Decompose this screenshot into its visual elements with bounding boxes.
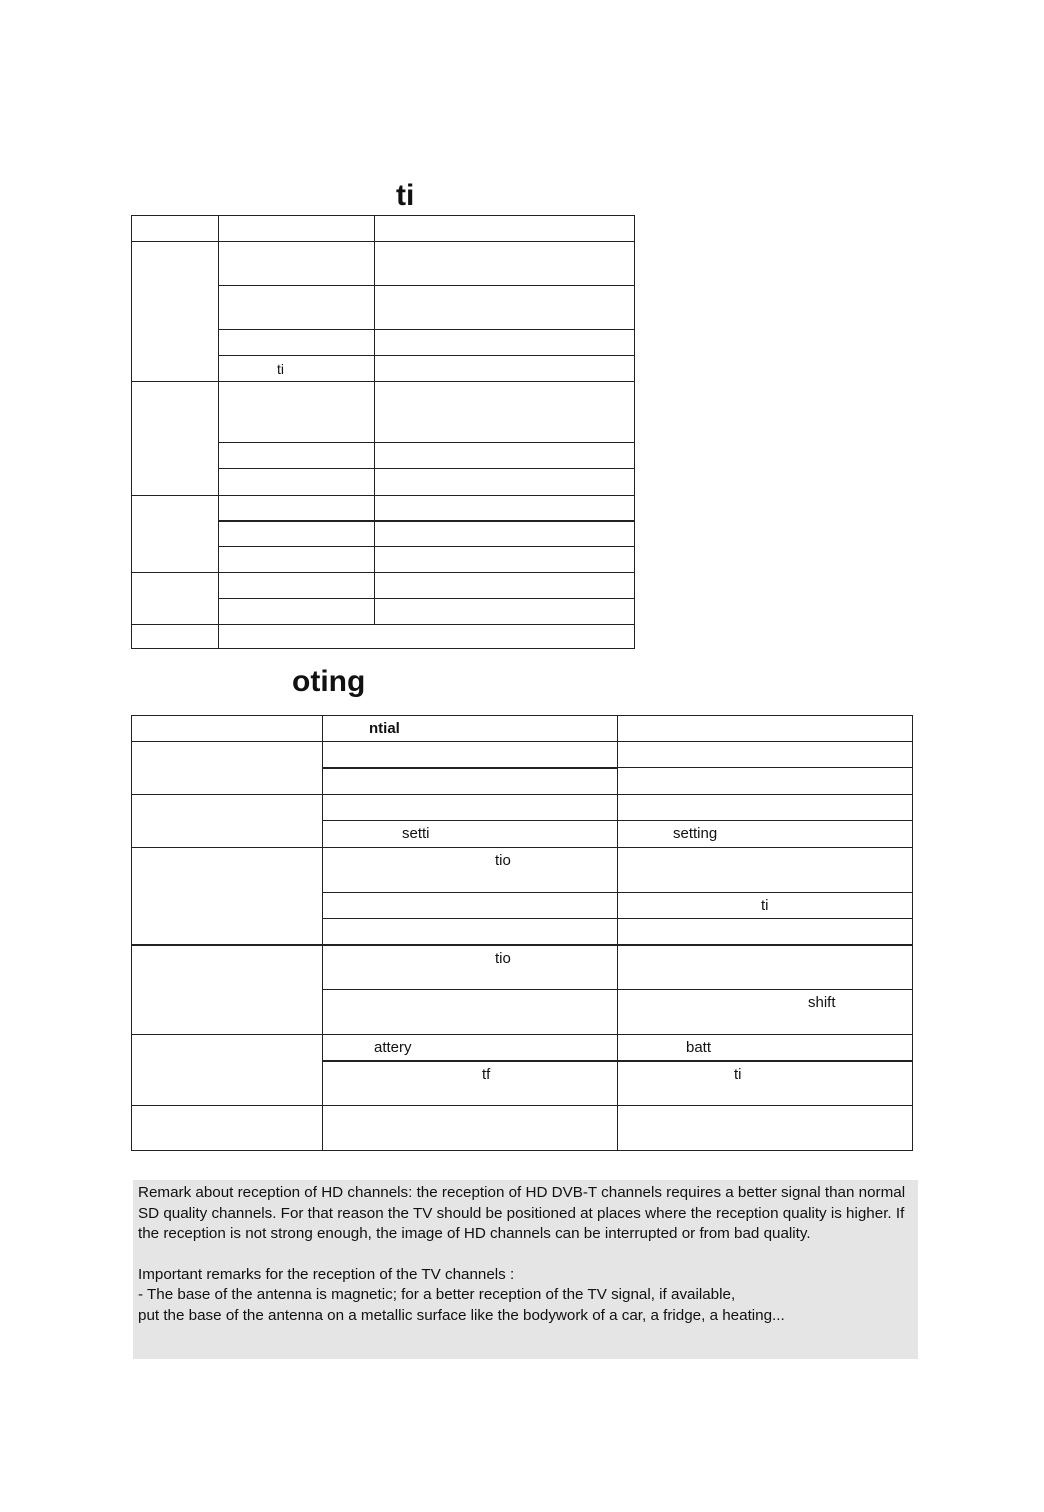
table-cell-text: ti — [761, 897, 769, 914]
table-row — [132, 382, 635, 443]
specifications-table — [131, 215, 635, 649]
hd-reception-remark: Remark about reception of HD channels: the reception of HD DVB-T channels requires a better signal than normal SD quality channels. For that reason the TV should be positioned at places where the reception quality is higher. If the reception is not strong enough, the image of HD channels can be interrupted or from bad quality. — [138, 1184, 906, 1242]
table-cell-text: tio — [495, 949, 511, 967]
table-cell-text: tio — [495, 852, 511, 869]
table-row — [132, 945, 913, 990]
table-cell-text: attery — [374, 1039, 412, 1056]
table-row — [132, 216, 635, 242]
table-row — [132, 742, 913, 768]
table-cell-text: batt — [686, 1039, 712, 1056]
tv-reception-remark-line: - The base of the antenna is magnetic; for a better reception of the TV signal, if available, — [138, 1286, 736, 1303]
table-cell-text: tf — [482, 1065, 491, 1083]
header-cause: ntial — [369, 720, 400, 737]
table-row — [132, 848, 913, 893]
specifications-heading: ti — [396, 179, 415, 212]
table-row — [132, 795, 913, 821]
table-row — [132, 573, 635, 599]
table-row — [132, 625, 635, 649]
troubleshooting-heading: oting — [292, 665, 366, 698]
table-cell-text: setting — [673, 825, 718, 842]
tv-reception-remark-title: Important remarks for the reception of the TV channels : — [138, 1265, 515, 1283]
table-cell-text: shift — [808, 994, 836, 1011]
table-row — [132, 1106, 913, 1151]
table-row — [132, 242, 635, 286]
table-cell-text: ti — [277, 360, 284, 377]
table-row — [132, 1035, 913, 1061]
tv-reception-remark-line: put the base of the antenna on a metallic surface like the bodywork of a car, a fridge, a heating... — [138, 1306, 785, 1324]
table-header-row — [132, 716, 913, 742]
table-cell-text: setti — [402, 825, 430, 842]
table-row — [132, 496, 635, 521]
troubleshooting-table — [131, 715, 913, 1151]
reception-remarks-box — [133, 1180, 918, 1359]
table-cell-text: ti — [734, 1065, 742, 1083]
